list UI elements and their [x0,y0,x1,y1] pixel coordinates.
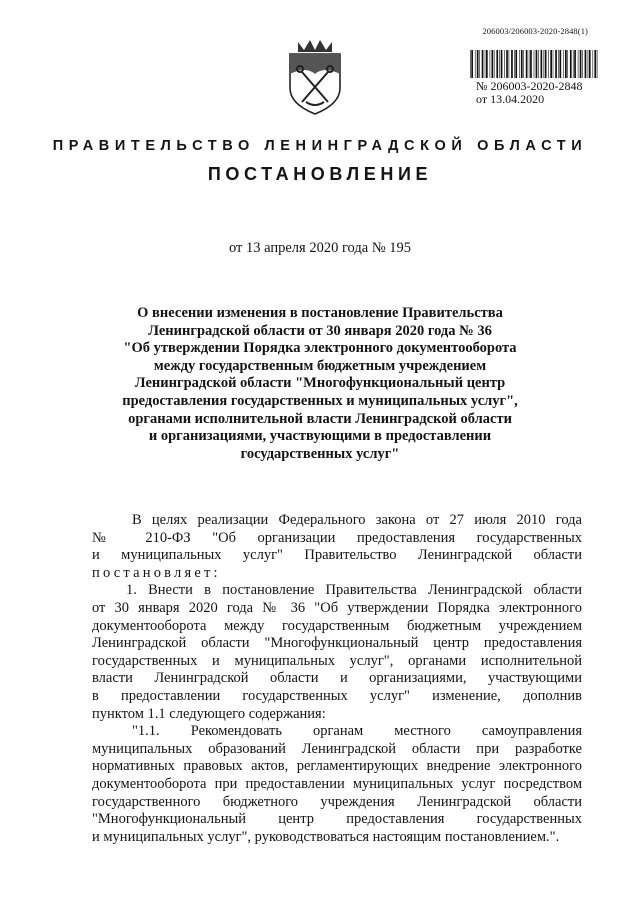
body-line: и муниципальных услуг" Правительство Ленинградской области [92,547,582,564]
body-line: 1. Внести в постановление Правительства Ленинградской области [126,582,582,599]
title-line: между государственным бюджетным учреждением [153,357,487,374]
title-line: предоставления государственных и муниципальных услуг", [122,392,518,409]
title-line: органами исполнительной власти Ленинградской области [128,410,512,427]
government-heading: ПРАВИТЕЛЬСТВО ЛЕНИНГРАДСКОЙ ОБЛАСТИ [52,138,588,154]
body-line: документооборота при предоставлении муниципальных услуг посредством [92,775,582,792]
registration-number: № 206003-2020-2848 [476,79,583,93]
document-date: от 13 апреля 2020 года № 195 [228,240,412,256]
body-line: государственного бюджетного учреждения Ленинградской области [92,793,582,810]
body-line: "Многофункциональный центр предоставления государственных [92,811,582,828]
document-title [60,305,580,463]
body-line: и муниципальных услуг", руководствоваться настоящим постановлением.". [92,828,560,845]
body-line: постановляет: [92,564,221,581]
title-line: О внесении изменения в постановление Правительства [137,305,503,321]
title-line: "Об утверждении Порядка электронного документооборота [123,340,517,357]
body-line: в предоставлении государственных услуг" изменение, дополнив [92,687,582,704]
title-line: и организациями, участвующими в предоставлении [148,428,492,445]
coat-of-arms-icon [284,36,346,116]
body-line: пунктом 1.1 следующего содержания: [92,705,326,722]
body-line: В целях реализации Федерального закона от 27 июля 2010 года [132,512,582,528]
body-line: муниципальных образований Ленинградской области при разработке [92,740,582,757]
body-line: "1.1. Рекомендовать органам местного самоуправления [132,723,582,740]
document-type: ПОСТАНОВЛЕНИЕ [207,164,433,184]
barcode [470,50,600,78]
body-line: Ленинградской области "Многофункциональный центр предоставления [92,635,582,652]
body-line: документооборота между государственным бюджетным учреждением [92,617,582,634]
body-line: нормативных правовых актов, регламентирующих внедрение электронного [92,758,582,775]
title-line: Ленинградской области "Многофункциональный центр [134,375,506,392]
registration-block [476,80,582,106]
body-line: от 30 января 2020 года № 36 "Об утверждении Порядка электронного [92,599,582,616]
document-code: 206003/206003-2020-2848(1) [482,26,588,36]
title-line: Ленинградской области от 30 января 2020 года № 36 [148,322,492,339]
body-line: власти Ленинградской области и организациями, участвующими [92,670,582,687]
body-line: № 210-ФЗ "Об организации предоставления государственных [92,529,582,546]
body-line: государственных и муниципальных услуг", органами исполнительной [92,652,582,669]
title-line: государственных услуг" [240,445,400,462]
registration-date: от 13.04.2020 [476,92,545,106]
document-body [92,512,582,846]
